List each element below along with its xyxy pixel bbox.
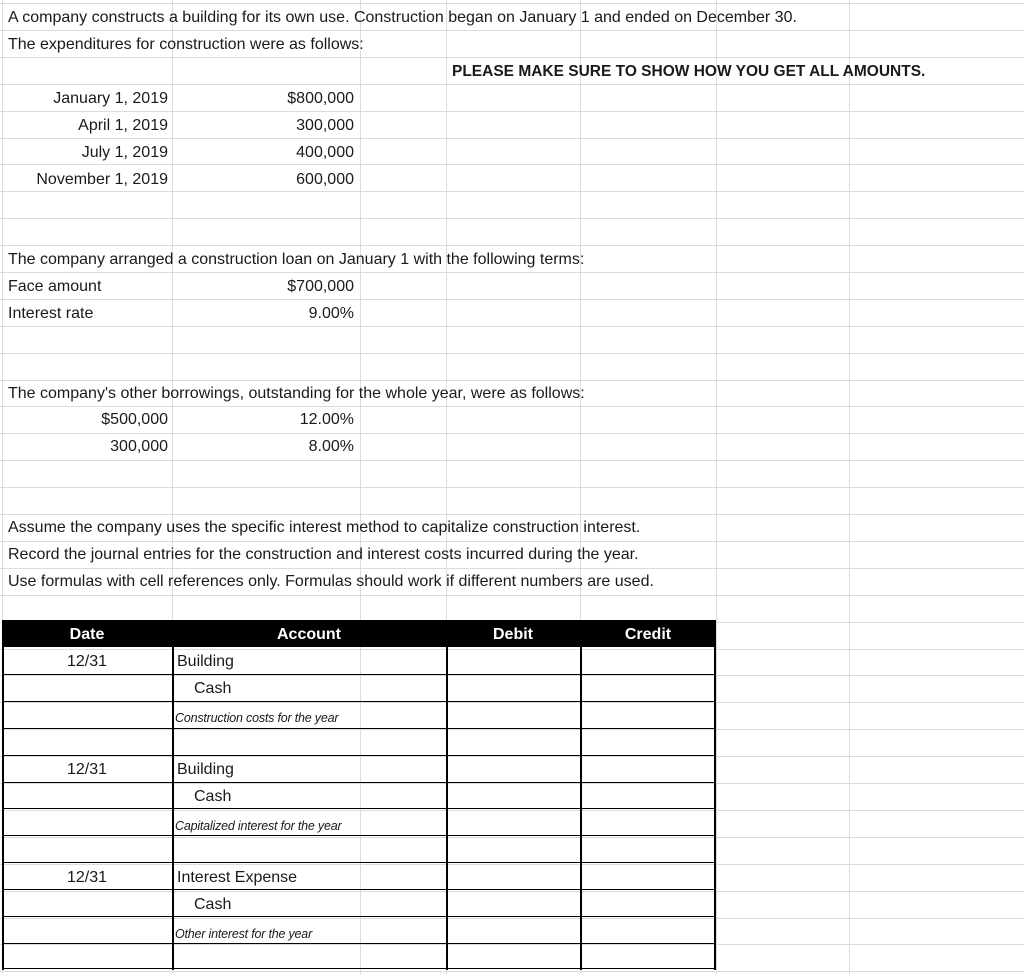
header-date[interactable]: Date — [69, 626, 105, 643]
grid-row-line — [0, 299, 1024, 300]
grid-row-line — [0, 218, 1024, 219]
journal-row-border — [2, 968, 716, 969]
journal-row-border — [2, 835, 716, 836]
grid-row-line — [0, 568, 1024, 569]
entry-date[interactable]: 12/31 — [66, 761, 108, 778]
interest-rate-label[interactable]: Interest rate — [8, 305, 94, 322]
grid-row-line — [0, 245, 1024, 246]
borrowing-rate[interactable]: 12.00% — [299, 411, 354, 428]
journal-row-border — [2, 728, 716, 729]
grid-row-line — [0, 353, 1024, 354]
credit-account[interactable]: Cash — [194, 788, 232, 805]
journal-row-border — [2, 674, 716, 675]
grid-row-line — [0, 487, 1024, 488]
borrowing-amount[interactable]: 300,000 — [110, 438, 168, 455]
borrowing-rate[interactable]: 8.00% — [308, 438, 354, 455]
journal-row-border — [2, 862, 716, 863]
journal-row-border — [2, 755, 716, 756]
expenditure-date[interactable]: April 1, 2019 — [78, 117, 168, 134]
grid-row-line — [0, 3, 1024, 4]
debit-account[interactable]: Building — [177, 653, 234, 670]
expenditure-date[interactable]: January 1, 2019 — [53, 90, 168, 107]
entry-memo[interactable]: Construction costs for the year — [175, 711, 339, 725]
credit-account[interactable]: Cash — [194, 896, 232, 913]
grid-row-line — [0, 30, 1024, 31]
entry-date[interactable]: 12/31 — [66, 653, 108, 670]
journal-row-border — [2, 916, 716, 917]
journal-row-border — [2, 889, 716, 890]
instruction-note[interactable]: PLEASE MAKE SURE TO SHOW HOW YOU GET ALL AMOUNTS. — [452, 63, 926, 80]
grid-row-line — [0, 272, 1024, 273]
debit-account[interactable]: Building — [177, 761, 234, 778]
journal-row-border — [2, 782, 716, 783]
borrowing-amount[interactable]: $500,000 — [101, 411, 168, 428]
grid-row-line — [0, 595, 1024, 596]
journal-table — [2, 647, 716, 970]
expenditure-amount[interactable]: $800,000 — [287, 90, 354, 107]
grid-row-line — [0, 460, 1024, 461]
entry-memo[interactable]: Capitalized interest for the year — [175, 819, 342, 833]
journal-row-border — [2, 808, 716, 809]
journal-row-border — [2, 943, 716, 944]
intro-line-1[interactable]: A company constructs a building for its own use. Construction began on January 1 and ended on December 30. — [8, 9, 797, 26]
expenditure-date[interactable]: November 1, 2019 — [36, 171, 168, 188]
interest-rate-value[interactable]: 9.00% — [308, 305, 354, 322]
header-debit[interactable]: Debit — [493, 626, 533, 643]
credit-account[interactable]: Cash — [194, 680, 232, 697]
expenditure-amount[interactable]: 600,000 — [296, 171, 354, 188]
grid-row-line — [0, 84, 1024, 85]
other-borrowings-heading[interactable]: The company's other borrowings, outstanding for the whole year, were as follows: — [8, 385, 585, 402]
grid-row-line — [0, 164, 1024, 165]
intro-line-2[interactable]: The expenditures for construction were as follows: — [8, 36, 364, 53]
grid-row-line — [0, 433, 1024, 434]
grid-row-line — [0, 541, 1024, 542]
grid-row-line — [0, 514, 1024, 515]
instruction-line-2[interactable]: Record the journal entries for the construction and interest costs incurred during the year. — [8, 546, 639, 563]
grid-row-line — [0, 326, 1024, 327]
grid-row-line — [0, 971, 1024, 972]
instruction-line-1[interactable]: Assume the company uses the specific interest method to capitalize construction interest. — [8, 519, 641, 536]
grid-row-line — [0, 138, 1024, 139]
header-credit[interactable]: Credit — [624, 626, 672, 643]
header-account[interactable]: Account — [277, 626, 341, 643]
grid-row-line — [0, 406, 1024, 407]
expenditure-amount[interactable]: 400,000 — [296, 144, 354, 161]
expenditure-date[interactable]: July 1, 2019 — [81, 144, 168, 161]
loan-heading[interactable]: The company arranged a construction loan on January 1 with the following terms: — [8, 251, 585, 268]
entry-memo[interactable]: Other interest for the year — [175, 927, 313, 941]
face-amount-value[interactable]: $700,000 — [287, 278, 354, 295]
entry-date[interactable]: 12/31 — [66, 869, 108, 886]
debit-account[interactable]: Interest Expense — [177, 869, 298, 886]
instruction-line-3[interactable]: Use formulas with cell references only. Formulas should work if different numbers are used. — [8, 573, 654, 590]
grid-row-line — [0, 380, 1024, 381]
grid-row-line — [0, 191, 1024, 192]
expenditure-amount[interactable]: 300,000 — [296, 117, 354, 134]
grid-row-line — [0, 57, 1024, 58]
journal-row-border — [2, 701, 716, 702]
grid-row-line — [0, 111, 1024, 112]
face-amount-label[interactable]: Face amount — [8, 278, 102, 295]
